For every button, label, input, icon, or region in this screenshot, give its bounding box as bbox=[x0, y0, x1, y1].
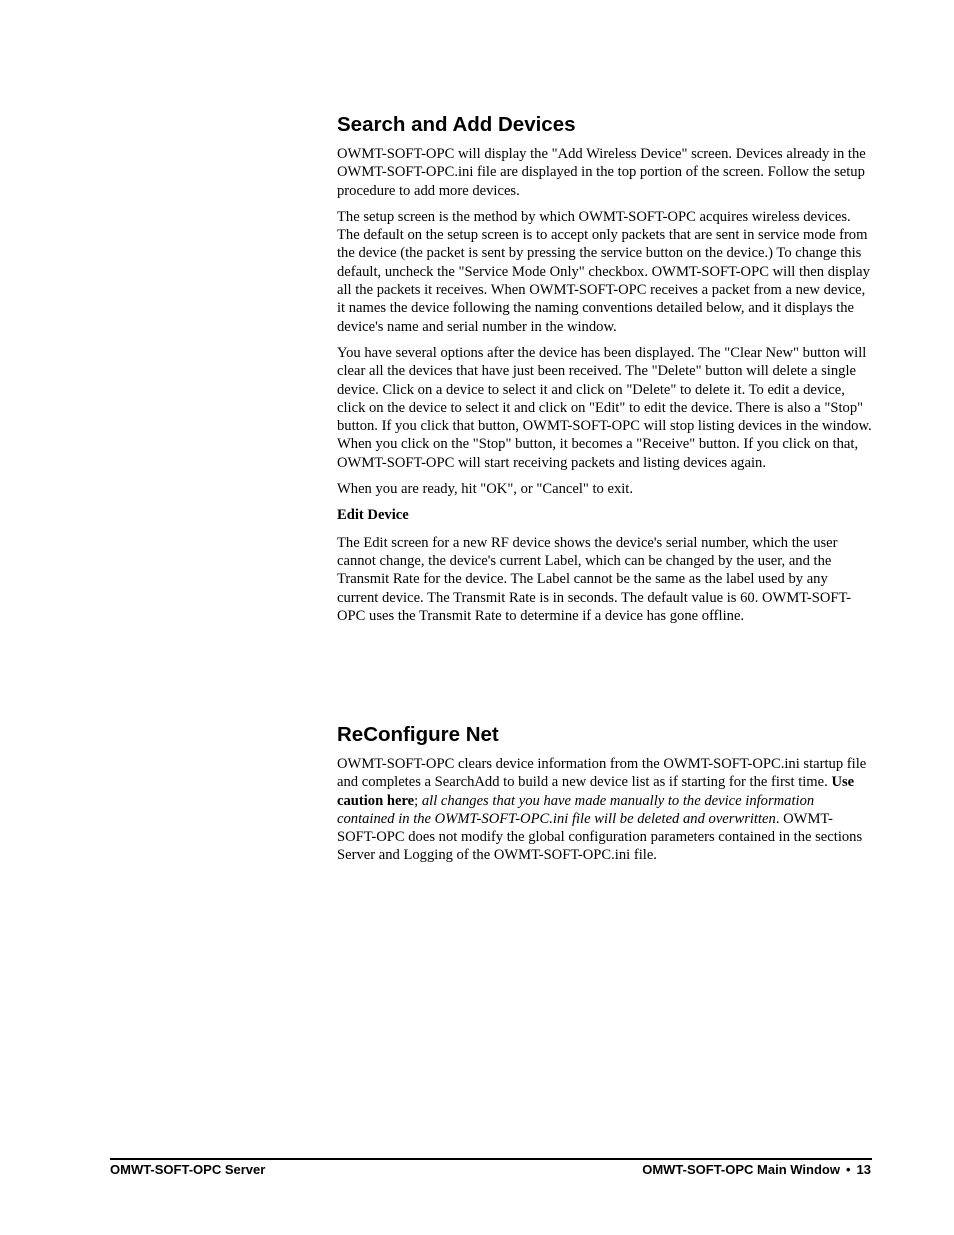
bullet-icon: • bbox=[845, 1162, 851, 1177]
paragraph: The Edit screen for a new RF device shows the device's serial number, which the user cannot change, the device's current Label, which can be changed by the user, and the Transmit Rate for the device. The Label cannot be the same as the label used by any current device. The Transmit Rate is in seconds. The default value is 60. OWMT-SOFT-OPC uses the Transmit Rate to determine if a device has gone offline. bbox=[337, 534, 851, 624]
search-add-devices-section bbox=[337, 113, 872, 633]
text-run: OWMT-SOFT-OPC clears device information from the OWMT-SOFT-OPC.ini startup file and completes a SearchAdd to build a new device list as if starting for the first time. bbox=[337, 756, 867, 791]
footer-chapter: OMWT-SOFT-OPC Main Window bbox=[642, 1162, 840, 1177]
section-heading: Search and Add Devices bbox=[337, 113, 576, 136]
footer-rule bbox=[110, 1158, 872, 1160]
page-number: 13 bbox=[856, 1162, 871, 1177]
text-run: . OWMT-SOFT-OPC does not modify the global configuration parameters contained in the sections Server and Logging of the OWMT-SOFT-OPC.ini file. bbox=[337, 810, 863, 864]
paragraph: You have several options after the device has been displayed. The "Clear New" button will clear all the devices that have just been received. The "Delete" button will delete a single device. Click on a device to select it and click on "Delete" to delete it. To edit a device, click on the device to select it and click on "Edit" to edit the device. There is also a "Stop" button. If you click that button, OWMT-SOFT-OPC will stop listing devices in the window. When you click on the "Stop" button, it becomes a "Receive" button. If you click on that, OWMT-SOFT-OPC will start receiving packets and listing devices again. bbox=[337, 344, 872, 471]
warning-text: all changes that you have made manually to the device information contained in the OWMT-SOFT-OPC.ini file will be deleted and overwritten bbox=[337, 792, 815, 827]
text-run: ; bbox=[414, 792, 422, 809]
subheading: Edit Device bbox=[337, 507, 409, 524]
paragraph bbox=[337, 755, 872, 865]
paragraph: When you are ready, hit "OK", or "Cancel" to exit. bbox=[337, 481, 634, 498]
footer-right bbox=[642, 1162, 871, 1178]
footer-left: OMWT-SOFT-OPC Server bbox=[110, 1162, 266, 1177]
reconfigure-net-section bbox=[337, 723, 872, 873]
section-heading: ReConfigure Net bbox=[337, 723, 499, 746]
caution-text: Use caution here bbox=[337, 774, 855, 809]
paragraph: The setup screen is the method by which OWMT-SOFT-OPC acquires wireless devices. The default on the setup screen is to accept only packets that are sent in service mode from the device (the packet is sent by pressing the service button on the device.) To change this default, uncheck the "Service Mode Only" checkbox. OWMT-SOFT-OPC will then display all the packets it receives. When OWMT-SOFT-OPC receives a packet from a new device, it names the device following the naming conventions detailed below, and it displays the device's name and serial number in the window. bbox=[337, 208, 870, 335]
paragraph: OWMT-SOFT-OPC will display the "Add Wireless Device" screen. Devices already in the OWMT-SOFT-OPC.ini file are displayed in the top portion of the screen. Follow the setup procedure to add more devices. bbox=[337, 146, 866, 199]
